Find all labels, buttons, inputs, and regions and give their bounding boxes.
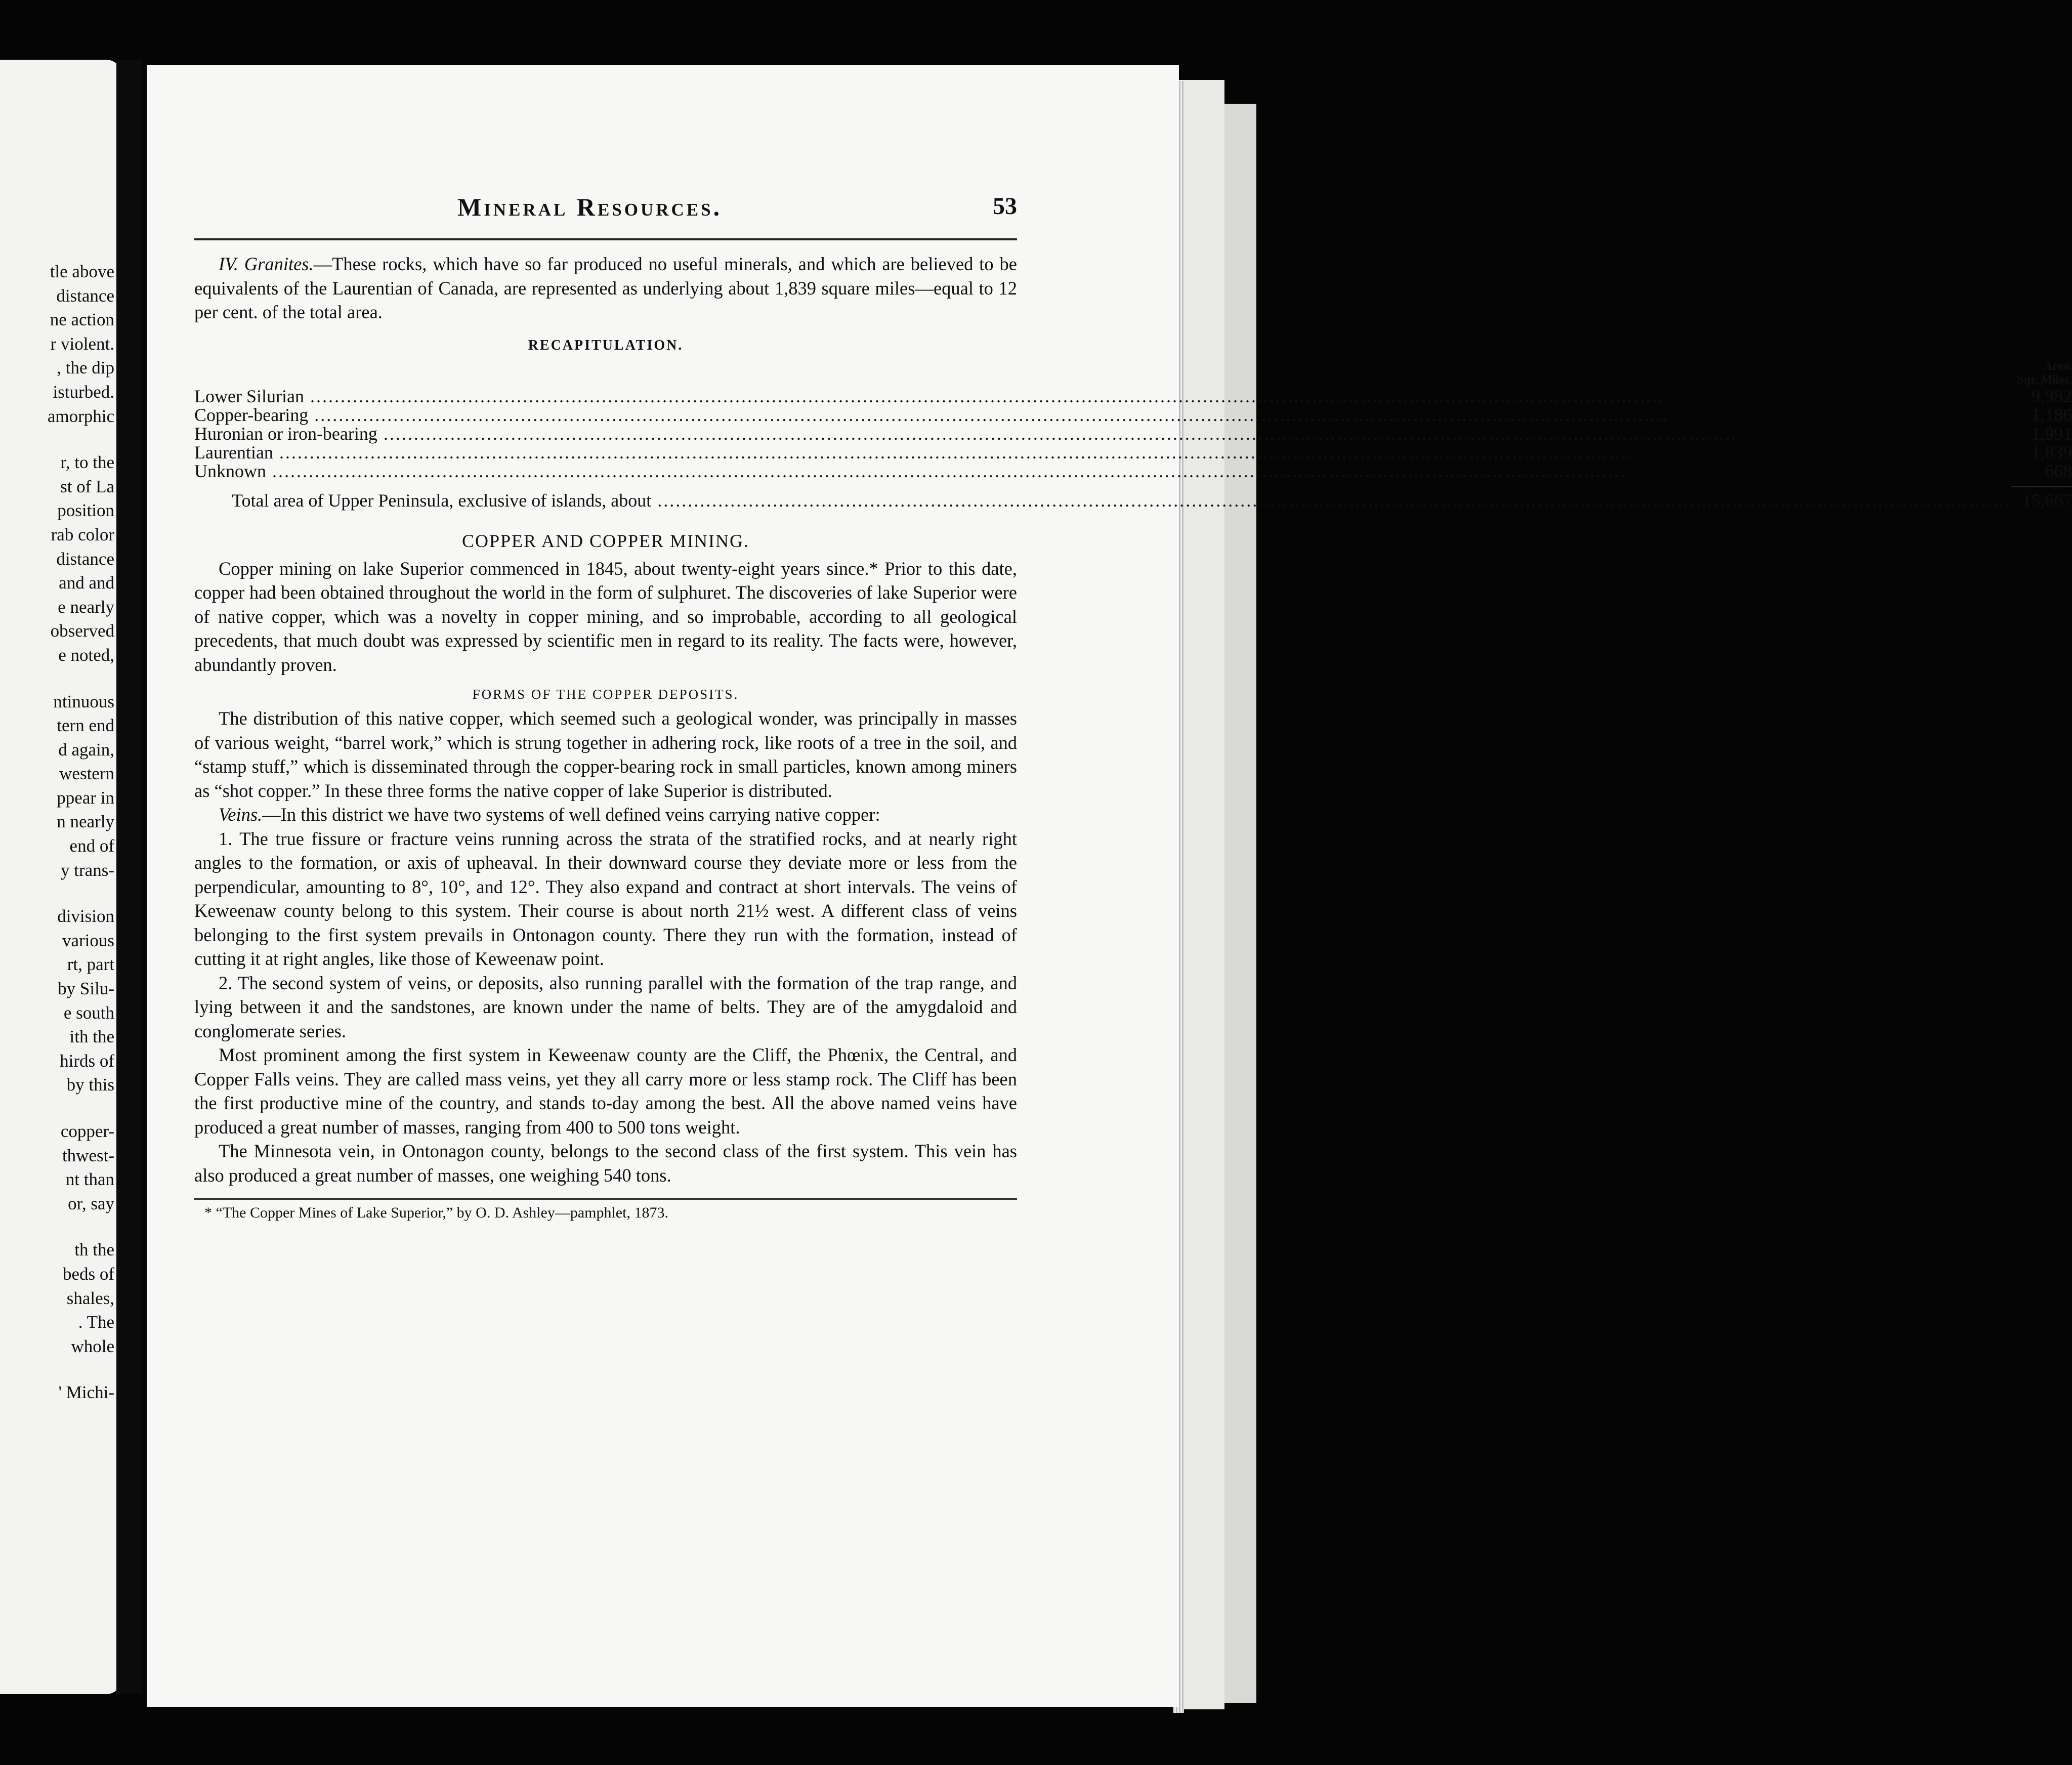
left-page-line: by Silu- [58,979,114,999]
left-page-text [48,60,114,1405]
recapitulation-heading: RECAPITULATION. [528,337,684,353]
second-system-paragraph: 2. The second system of veins, or deposits, also running parallel with the formation of the trap range, and lying between it and the sandstones, are known under the name of belts. They are of the amygdaloid and conglomerate series. [194,972,1017,1041]
footnote-rule [194,1198,1017,1200]
book-page [147,65,2072,1707]
table-total-row [194,487,2072,510]
left-page-line: position [57,500,114,521]
book-gutter [116,60,142,1694]
first-system-paragraph: 1. The true fissure or fracture veins running across the strata of the stratified rocks, and at nearly right angles to the formation, or axis of upheaval. In their downward course they deviate more or less from the perpendicular, amounting to 8°, 10°, and 12°. They also expand and contract at short intervals. The veins of Keweenaw county belong to this system. Their course is about north 21½ west. A different class of veins belonging to the first system prevails in Ontonagon county. There they run with the formation, instead of cutting it at right angles, like those of Keweenaw point. [194,828,1017,969]
prominent-veins-paragraph: Most prominent among the first system in Keweenaw county are the Cliff, the Phœnix, the Central, and Copper Falls veins. They are called mass veins, yet they all carry more or less stamp rock. The Cliff has been the first productive mine of the country, and stands to-day among the best. All the above named veins have produced a great number of masses, ranging from 400 to 500 tons weight. [194,1044,1017,1138]
left-page-line: observed [50,621,114,641]
left-page-line: n nearly [57,812,114,832]
left-page-line: nt than [65,1169,114,1190]
table-row [194,443,2072,462]
left-page-line: whole [71,1336,114,1356]
total-label: Total area of Upper Peninsula, exclusive of islands, about ..... [194,487,2011,510]
minnesota-paragraph: The Minnesota vein, in Ontonagon county, belongs to the second class of the first system. This vein has also produced a great number of masses, one weighing 540 tons. [194,1141,1017,1186]
row-label: Lower Silurian ..... [194,387,2011,406]
left-page-line: e south [63,1002,114,1023]
column-head-units: Sqr. Miles. [2017,373,2072,387]
running-head [194,192,1017,223]
total-value: 15,667 [2022,490,2072,511]
left-page-block [48,260,114,428]
left-page-line: end of [69,836,114,856]
table-row [194,425,2072,443]
left-page-line: copper- [60,1121,114,1141]
left-page-line: tle above [50,262,114,281]
left-page-line: beds of [62,1264,114,1284]
left-page-block [48,690,114,882]
left-page-line: or, say [68,1193,114,1213]
veins-text: —In this district we have two systems of well defined veins carrying native copper: [262,804,880,825]
row-label: Unknown ..... [194,462,2011,481]
page-edge-middle [1179,80,1224,1709]
table-row [194,406,2072,425]
recapitulation-table [194,360,2072,510]
left-page-block [48,1380,114,1405]
left-page-line: y trans- [61,860,114,880]
left-page-line: and and [59,573,114,593]
granites-text: —These rocks, which have so far produced no useful minerals, and which are believed to be equivalents of the Laurentian of Canada, are represented as underlying about 1,839 square miles—equal to 12 per cent. of the total area. [194,254,1017,322]
page-number: 53 [993,193,1017,220]
row-label: Copper-bearing ..... [194,406,2011,425]
left-page-line: st of La [60,476,114,496]
left-page-line: isturbed. [53,382,114,402]
row-label: Laurentian ..... [194,443,2011,462]
left-page-line: , the dip [57,358,114,378]
veins-label: Veins. [219,804,263,825]
body-text [194,252,2072,1223]
left-page-line: western [59,764,114,784]
left-page-line: r violent. [50,333,114,354]
left-page-block [48,904,114,1097]
left-page-line: r, to the [60,452,114,473]
header-rule [194,238,1017,240]
left-page-line: rt, part [67,954,114,975]
left-page-line: ne action [50,310,114,330]
row-value: 1,839 [2031,442,2072,463]
granites-label: IV. Granites. [219,254,314,274]
row-label: Huronian or iron-bearing ..... [194,425,2011,443]
left-page-line: ' Michi- [58,1382,114,1403]
left-page-line: d again, [58,739,114,760]
table-row [194,387,2072,406]
row-value: 9,982 [2031,386,2072,406]
left-page-line: distance [56,549,114,569]
left-page-line: by this [66,1075,114,1095]
forms-heading: FORMS OF THE COPPER DEPOSITS. [472,687,739,702]
footnote: * “The Copper Mines of Lake Superior,” by O. D. Ashley—pamphlet, 1873. [204,1204,668,1221]
left-page-line: shales, [66,1288,114,1308]
row-value: 1,186 [2031,404,2072,425]
left-page-line: division [57,906,114,927]
left-page-line: tern end [57,716,114,736]
left-page-block [48,450,114,667]
row-value: 1,991 [2031,423,2072,444]
left-page-line: ith the [69,1027,114,1047]
left-page-line: ntinuous [53,691,114,711]
left-page-block [48,1119,114,1215]
left-page-line: thwest- [62,1145,114,1165]
forms-paragraph: The distribution of this native copper, which seemed such a geological wonder, was principally in masses of various weight, “barrel work,” which is strung together in adhering rock, like roots of a tree in the soil, and “stamp stuff,” which is disseminated through the copper-bearing rock in small particles, known among miners as “shot copper.” In these three forms the native copper of lake Superior is distributed. [194,708,1017,801]
left-page-block [48,1238,114,1358]
running-head-title: Mineral Resources. [457,193,723,221]
left-page-line: e noted, [58,645,114,665]
row-value: 668 [2045,460,2072,481]
left-page-line: distance [56,285,114,306]
granites-paragraph [194,252,1017,324]
left-page-line: amorphic [47,406,114,426]
copper-intro-paragraph: Copper mining on lake Superior commenced in 1845, about twenty-eight years since.* Prior to this date, copper had been obtained throughout the world in the form of sulphuret. The discoveries of lake Superior were of native copper, which was a novelty in copper mining, and so improbable, according to all geological precedents, that much doubt was expressed by scientific men in regard to its reality. The facts were, however, abundantly proven. [194,558,1017,675]
left-page-line: th the [74,1240,114,1260]
left-page-line: . The [78,1312,114,1332]
left-page-line: ppear in [57,787,114,808]
veins-paragraph [194,803,1017,827]
table-row [194,462,2072,481]
left-page-line: various [62,930,114,950]
left-page-fragment [0,60,121,1694]
left-page-line: e nearly [58,597,114,617]
column-head-area: Area. [2044,359,2072,373]
left-page-line: hirds of [60,1050,114,1071]
copper-heading: COPPER AND COPPER MINING. [461,530,750,551]
column-head [2011,360,2072,387]
left-page-line: rab color [51,524,114,544]
